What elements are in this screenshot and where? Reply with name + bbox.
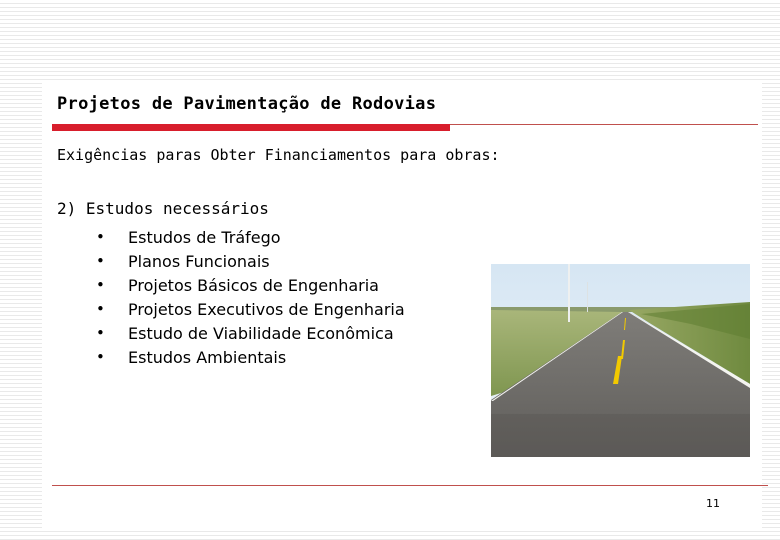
bullet-icon: • xyxy=(96,252,105,270)
bullet-icon: • xyxy=(96,324,105,342)
bullet-icon: • xyxy=(96,228,105,246)
slide-subtitle: Exigências paras Obter Financiamentos para obras: xyxy=(57,146,500,164)
section-heading: 2) Estudos necessários xyxy=(57,199,269,218)
footer-rule xyxy=(52,485,768,486)
road-photo xyxy=(491,264,750,457)
bullet-text: Estudos de Tráfego xyxy=(128,227,281,247)
list-item xyxy=(90,249,405,273)
bullet-icon: • xyxy=(96,348,105,366)
page-number: 11 xyxy=(706,497,720,510)
list-item xyxy=(90,225,405,249)
bullet-text: Planos Funcionais xyxy=(128,251,270,271)
bullet-text: Projetos Executivos de Engenharia xyxy=(128,299,405,319)
bullet-icon: • xyxy=(96,300,105,318)
list-item xyxy=(90,273,405,297)
bullet-icon: • xyxy=(96,276,105,294)
list-item xyxy=(90,345,405,369)
road-photo-illustration xyxy=(491,264,750,457)
list-item xyxy=(90,297,405,321)
slide-title: Projetos de Pavimentação de Rodovias xyxy=(57,94,437,114)
bullet-text: Estudo de Viabilidade Econômica xyxy=(128,323,394,343)
bullet-text: Projetos Básicos de Engenharia xyxy=(128,275,379,295)
title-underline-accent xyxy=(52,124,450,131)
bullet-text: Estudos Ambientais xyxy=(128,347,287,367)
list-item xyxy=(90,321,405,345)
bullet-list xyxy=(90,225,405,369)
